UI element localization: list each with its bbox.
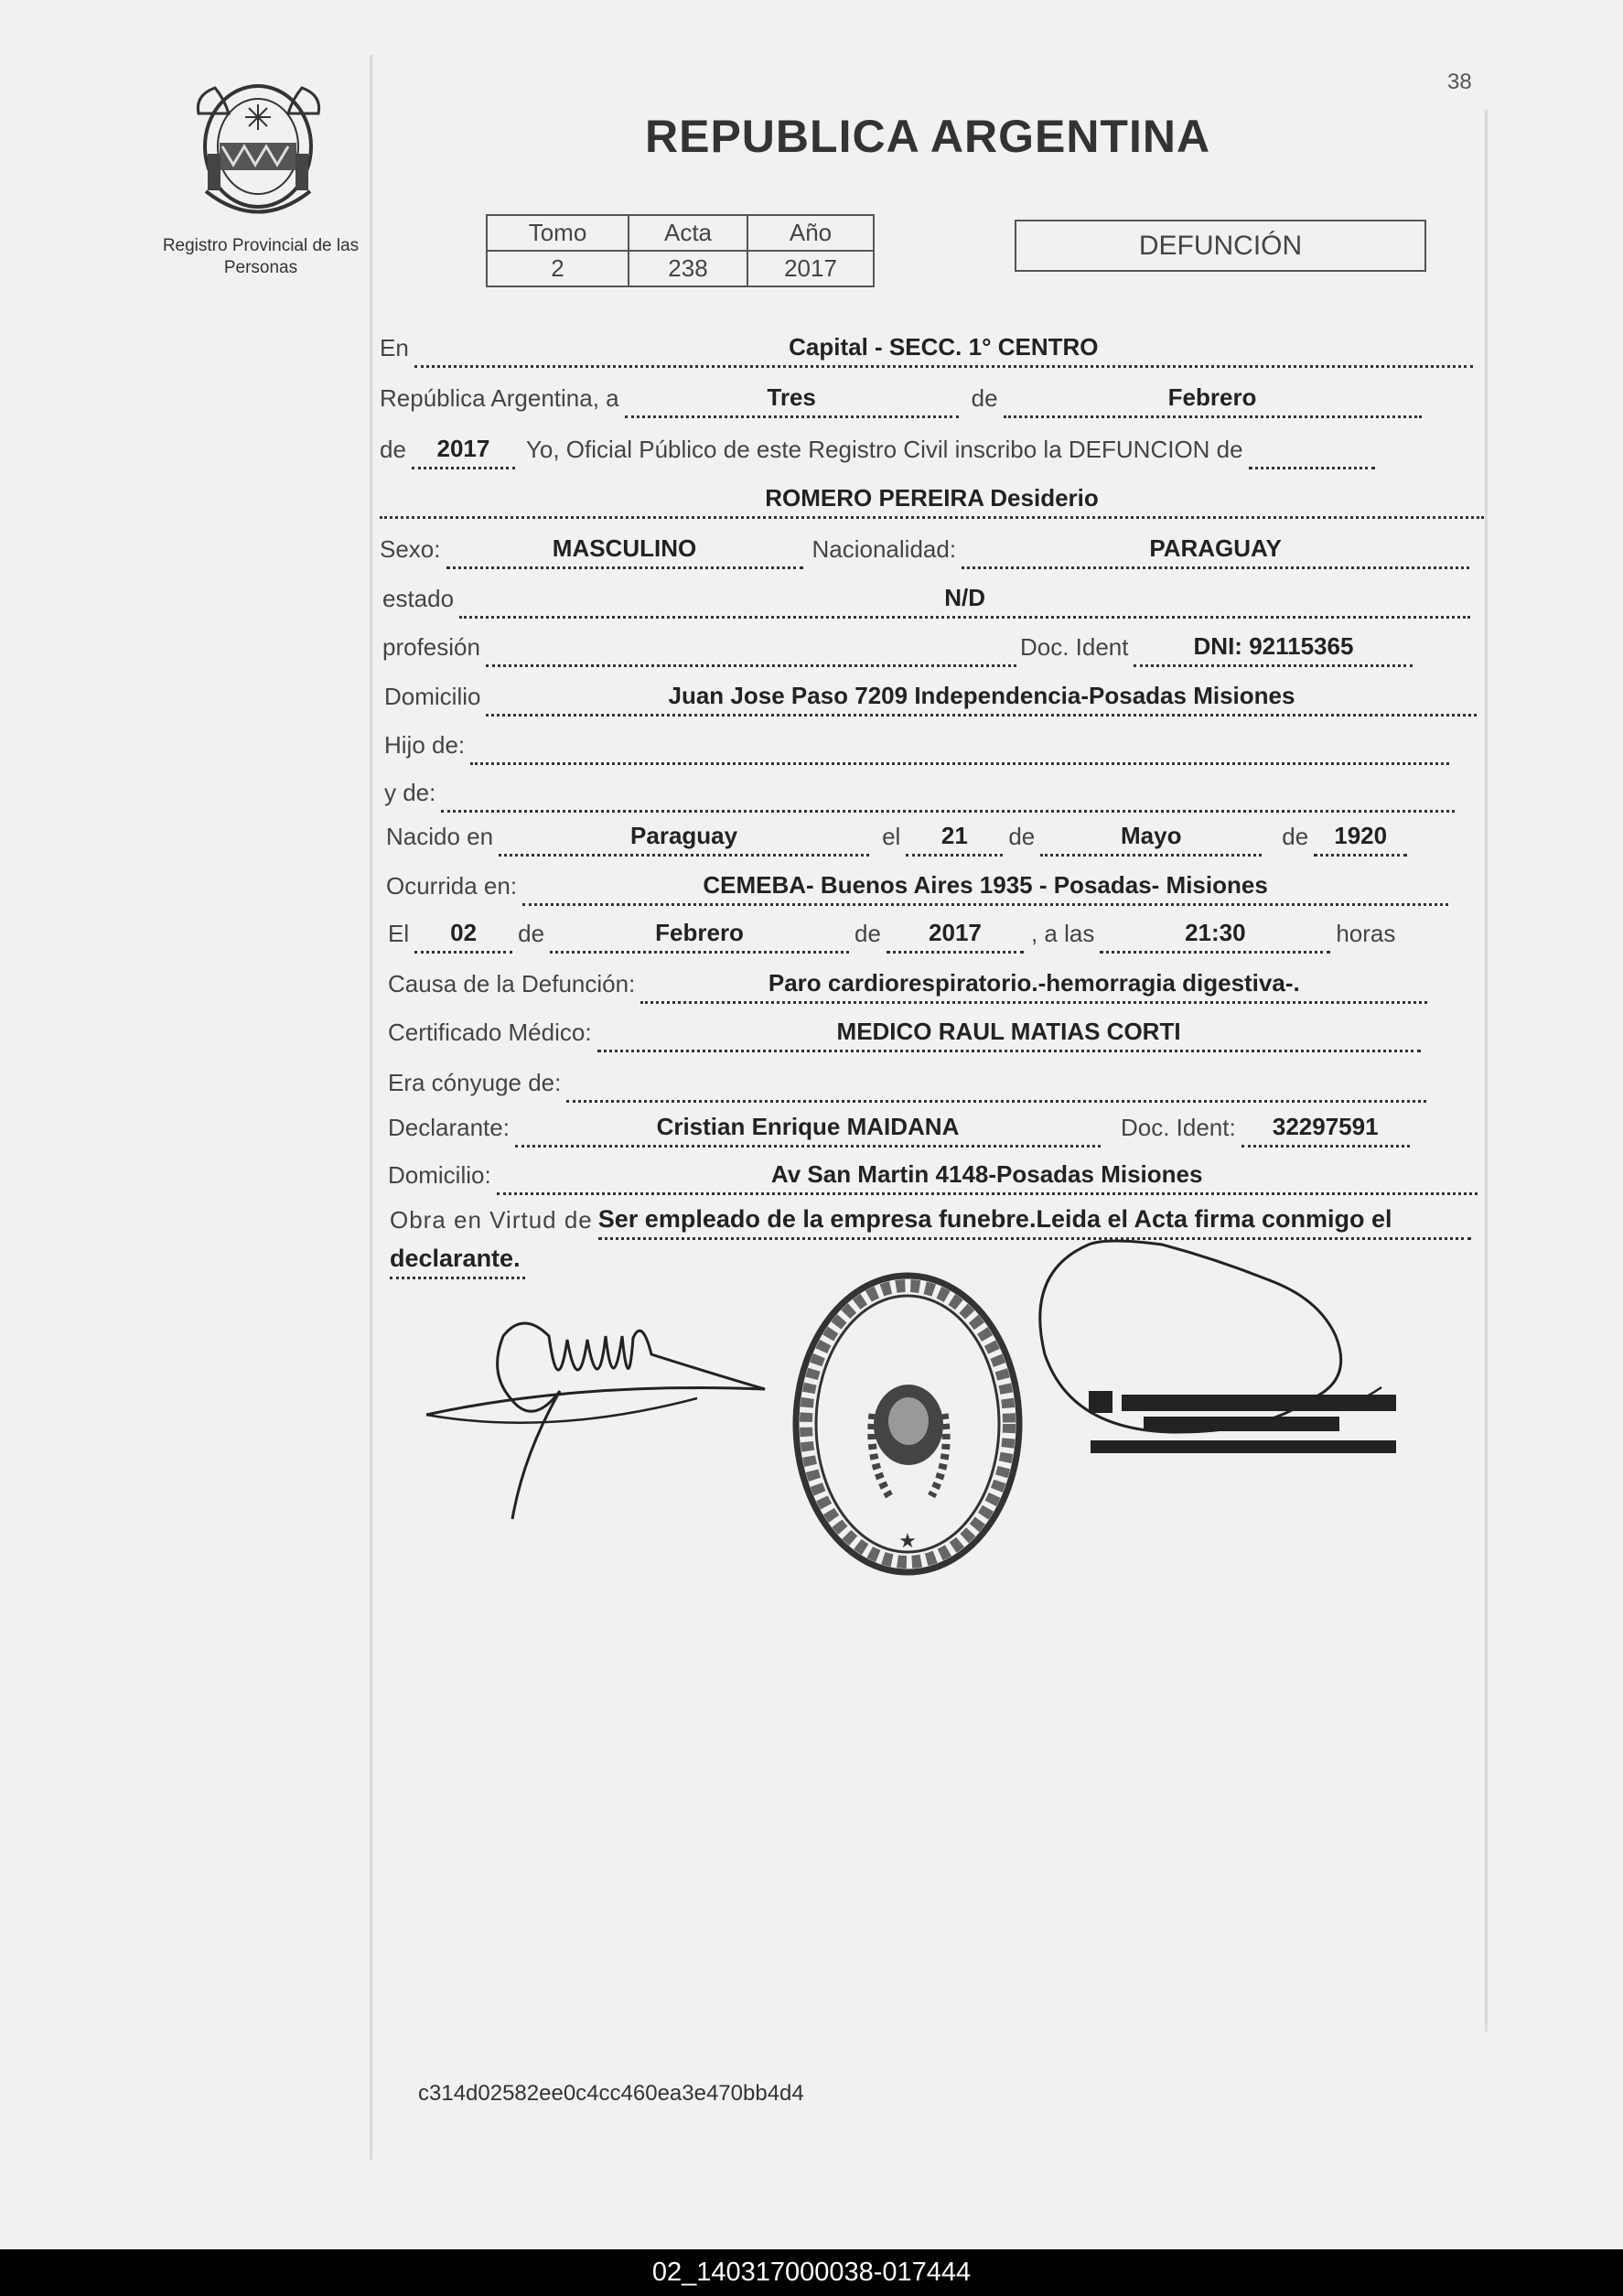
profesion-value: [486, 632, 1016, 667]
obra-value-cont: declarante.: [390, 1245, 525, 1279]
obra-value: Ser empleado de la empresa funebre.Leida el Acta firma conmigo el: [598, 1205, 1471, 1240]
tomo-header: Tomo: [487, 215, 629, 251]
acta-value: 238: [629, 251, 747, 286]
dia-defuncion-value: 02: [414, 919, 512, 954]
mes-acta-value: Febrero: [1004, 383, 1422, 418]
mes-defuncion-value: Febrero: [550, 919, 849, 954]
defuncion-de-blank: [1249, 435, 1375, 469]
domicilio-declarante-value: Av San Martin 4148-Posadas Misiones: [497, 1160, 1478, 1195]
mes-nacimiento-value: Mayo: [1040, 822, 1262, 857]
document-title: REPUBLICA ARGENTINA: [645, 111, 1211, 162]
provincia-misiones-logo: [188, 77, 329, 216]
hijo-de-value: [470, 730, 1449, 765]
field-line-domicilio-declarante: Domicilio: Av San Martin 4148-Posadas Misiones: [388, 1160, 1478, 1195]
margin-line-left: [370, 55, 372, 2160]
field-line-obra: Obra en Virtud de Ser empleado de la empresa funebre.Leida el Acta firma conmigo el: [390, 1205, 1471, 1240]
field-line-estado: estado N/D: [382, 584, 1470, 619]
field-line-certificado: Certificado Médico: MEDICO RAUL MATIAS CORTI: [388, 1018, 1421, 1052]
dia-nacimiento-value: 21: [906, 822, 1003, 857]
declarante-value: Cristian Enrique MAIDANA: [515, 1113, 1101, 1148]
anio-value: 2017: [747, 251, 874, 286]
anio-defuncion-value: 2017: [887, 919, 1024, 954]
page-number: 38: [1447, 70, 1472, 94]
acta-header: Acta: [629, 215, 747, 251]
field-line-ocurrida: Ocurrida en: CEMEBA- Buenos Aires 1935 - Posadas- Misiones: [386, 871, 1448, 906]
dia-acta-value: Tres: [625, 383, 959, 418]
lugar-value: Capital - SECC. 1° CENTRO: [414, 333, 1473, 368]
nombre-fallecido-value: ROMERO PEREIRA Desiderio: [380, 484, 1484, 519]
footer-file-id: 02_140317000038-017444: [0, 2249, 1623, 2296]
causa-value: Paro cardiorespiratorio.-hemorragia digestiva-.: [640, 969, 1427, 1004]
field-line-nombre: [380, 484, 1484, 519]
y-de-value: [441, 778, 1455, 813]
lugar-defuncion-value: CEMEBA- Buenos Aires 1935 - Posadas- Misiones: [522, 871, 1448, 906]
field-line-profesion: profesión Doc. Ident DNI: 92115365: [382, 632, 1413, 667]
field-line-causa: Causa de la Defunción: Paro cardiorespiratorio.-hemorragia digestiva-.: [388, 969, 1427, 1004]
field-line-fecha-acta: República Argentina, a Tres de Febrero: [380, 383, 1422, 418]
field-line-domicilio: Domicilio Juan Jose Paso 7209 Independencia-Posadas Misiones: [384, 682, 1477, 717]
anio-header: Año: [747, 215, 874, 251]
tomo-acta-anio-table: [486, 214, 875, 287]
field-line-en: En Capital - SECC. 1° CENTRO: [380, 333, 1473, 368]
document-hash: c314d02582ee0c4cc460ea3e470bb4d4: [418, 2081, 804, 2106]
field-line-hijo-de: Hijo de:: [384, 730, 1449, 765]
field-line-sexo: Sexo: MASCULINO Nacionalidad: PARAGUAY: [380, 534, 1469, 569]
firma-autorizada-signature: [1034, 1217, 1418, 1482]
margin-line-right: [1485, 110, 1488, 2032]
field-line-nacido: Nacido en Paraguay el 21 de Mayo de 1920: [386, 822, 1407, 857]
defuncion-digital-stamp: [789, 1267, 1026, 1580]
svg-text:★: ★: [898, 1530, 917, 1553]
estado-value: N/D: [459, 584, 1470, 619]
anio-nacimiento-value: 1920: [1314, 822, 1407, 857]
field-line-y-de: y de:: [384, 778, 1455, 813]
registro-provincial-label: Registro Provincial de las Personas: [162, 236, 360, 277]
lugar-nacimiento-value: Paraguay: [499, 822, 869, 857]
field-line-conyuge: Era cónyuge de:: [388, 1068, 1426, 1103]
field-line-declarante: Declarante: Cristian Enrique MAIDANA Doc. Ident: 32297591: [388, 1113, 1410, 1148]
field-line-anio: de 2017 Yo, Oficial Público de este Registro Civil inscribo la DEFUNCION de: [380, 435, 1375, 469]
field-line-fecha-defuncion: El 02 de Febrero de 2017 , a las 21:30 horas: [388, 919, 1401, 954]
conyuge-value: [566, 1068, 1426, 1103]
field-line-obra-2: [390, 1245, 525, 1279]
hora-defuncion-value: 21:30: [1100, 919, 1330, 954]
sexo-value: MASCULINO: [446, 534, 803, 569]
doc-ident-value: DNI: 92115365: [1134, 632, 1413, 667]
domicilio-value: Juan Jose Paso 7209 Independencia-Posadas Misiones: [486, 682, 1477, 717]
declarante-signature: [423, 1299, 779, 1528]
certificado-value: MEDICO RAUL MATIAS CORTI: [597, 1018, 1421, 1052]
tomo-value: 2: [487, 251, 629, 286]
nacionalidad-value: PARAGUAY: [962, 534, 1469, 569]
declarante-doc-value: 32297591: [1241, 1113, 1410, 1148]
anio-acta-value: 2017: [412, 435, 515, 469]
tipo-acta-box: DEFUNCIÓN: [1015, 220, 1426, 272]
